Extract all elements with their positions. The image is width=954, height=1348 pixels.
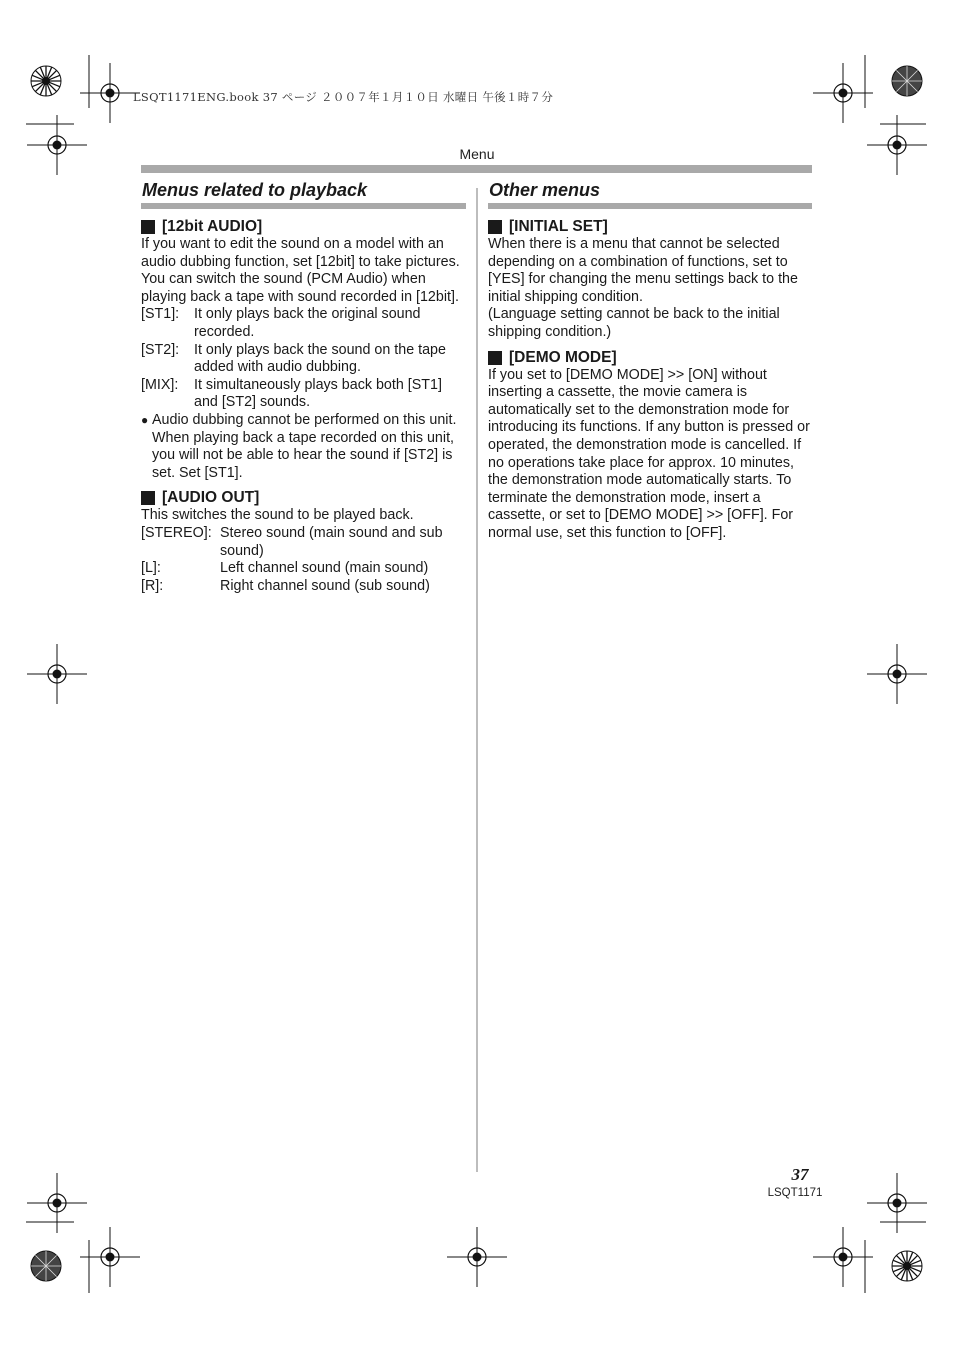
item-heading-initial-set — [488, 218, 812, 236]
left-column — [141, 178, 466, 595]
print-info-line: LSQT1171ENG.book 37 ページ ２００７年１月１０日 水曜日 午後１時７分 — [133, 90, 554, 104]
square-bullet-icon — [488, 351, 502, 365]
option-row — [141, 578, 466, 596]
section-rule — [488, 203, 812, 209]
option-text: Left channel sound (main sound) — [220, 560, 429, 577]
option-key: [ST1]: — [141, 306, 180, 323]
section-title-playback: Menus related to playback — [142, 180, 368, 200]
option-key: [STEREO]: — [141, 524, 212, 541]
option-row — [141, 342, 466, 377]
item-heading-audio-out — [141, 489, 466, 507]
option-key: [MIX]: — [141, 376, 179, 393]
option-text: It only plays back the original sound recorded. — [194, 306, 421, 340]
option-key: [R]: — [141, 577, 164, 594]
option-row — [141, 377, 466, 412]
page-code: LSQT1171 — [767, 1187, 823, 1199]
paragraph: When there is a menu that cannot be selected depending on a combination of functions, set to [YES] for changing the menu settings back to the initial shipping condition. — [488, 236, 798, 305]
paragraph: If you want to edit the sound on a model with an audio dubbing function, set [12bit] to take pictures. — [141, 236, 460, 270]
option-text: It simultaneously plays back both [ST1] and [ST2] sounds. — [194, 376, 442, 411]
option-text: Stereo sound (main sound and sub sound) — [220, 524, 443, 559]
right-column — [488, 178, 812, 543]
page-number: 37 — [791, 1165, 809, 1184]
square-bullet-icon — [141, 220, 155, 234]
item-heading-label: [INITIAL SET] — [509, 218, 608, 235]
round-bullet-icon: ● — [141, 412, 149, 427]
option-row — [141, 306, 466, 341]
column-divider — [476, 188, 478, 1172]
option-text: It only plays back the sound on the tape added with audio dubbing. — [194, 341, 446, 376]
paragraph: This switches the sound to be played back. — [141, 507, 414, 524]
option-row — [141, 525, 466, 560]
paragraph: (Language setting cannot be back to the initial shipping condition.) — [488, 306, 780, 340]
item-heading-label: [12bit AUDIO] — [162, 218, 263, 235]
paragraph: If you set to [DEMO MODE] >> [ON] without inserting a cassette, the movie camera is automatically set to the demonstration mode for introducing its functions. If any button is pressed or operated, the demonstration mode is cancelled. If no operations take place for approx. 10 minutes, the demonstration mode automatically starts. To terminate the demonstration mode, insert a cassette, or set to [DEMO MODE] >> [OFF]. For normal use, set this function to [OFF]. — [488, 366, 810, 541]
option-text: Right channel sound (sub sound) — [220, 577, 430, 594]
item-heading-12bit-audio — [141, 218, 466, 236]
square-bullet-icon — [141, 491, 155, 505]
running-head: Menu — [459, 146, 495, 162]
section-title-other-menus: Other menus — [489, 180, 601, 200]
section-rule — [141, 203, 466, 209]
note-text: Audio dubbing cannot be performed on this unit. When playing back a tape recorded on this unit, you will not be able to hear the sound if [ST2] is set. Set [ST1]. — [152, 411, 457, 481]
item-heading-label: [AUDIO OUT] — [162, 489, 260, 507]
item-heading-label: [DEMO MODE] — [509, 348, 617, 366]
note-item — [141, 412, 466, 482]
header-rule — [141, 165, 812, 173]
paragraph: You can switch the sound (PCM Audio) when playing back a tape with sound recorded in [12bit]. — [141, 271, 459, 305]
item-heading-demo-mode — [488, 349, 812, 367]
option-key: [ST2]: — [141, 341, 180, 358]
option-key: [L]: — [141, 560, 161, 577]
square-bullet-icon — [488, 220, 502, 234]
option-row — [141, 560, 466, 578]
